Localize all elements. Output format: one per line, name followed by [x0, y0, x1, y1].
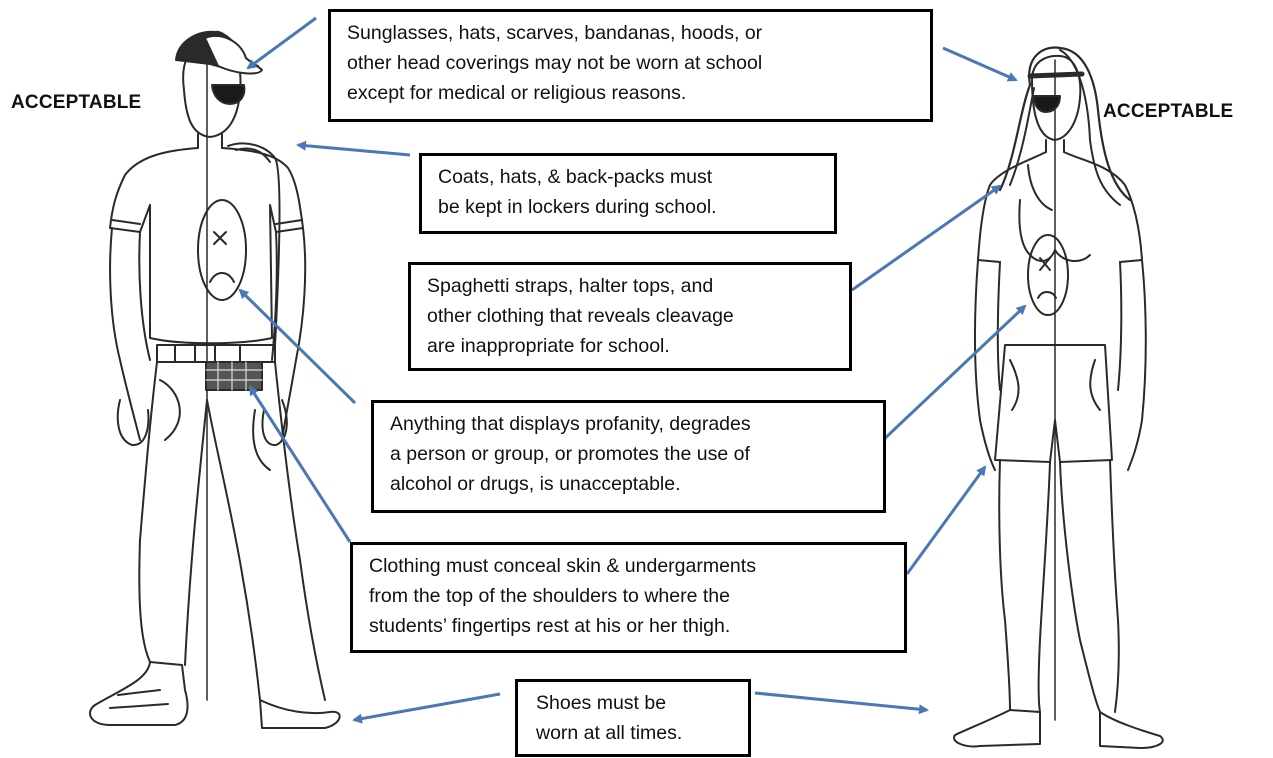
rule-conceal-line-1: Clothing must conceal skin & undergarments [369, 555, 756, 577]
rule-headwear-line-3: except for medical or religious reasons. [347, 82, 687, 104]
rule-headwear-line-1: Sunglasses, hats, scarves, bandanas, hoods, or [347, 22, 763, 44]
rule-box-lockers [419, 153, 837, 234]
rule-conceal-line-3: students’ fingertips rest at his or her thigh. [369, 615, 731, 637]
rule-box-shoes [515, 679, 751, 757]
rule-profanity-line-2: a person or group, or promotes the use of [390, 443, 750, 465]
arrow-headwear-right [943, 48, 1016, 80]
rule-profanity-line-1: Anything that displays profanity, degrades [390, 413, 751, 435]
arrow-conceal-left [250, 387, 350, 542]
female-student-figure [954, 47, 1163, 748]
arrow-shoes-right [755, 693, 927, 710]
male-student-figure [90, 32, 340, 728]
arrow-shoes-left [354, 694, 500, 720]
arrow-lockers [298, 145, 410, 155]
rule-shoes-line-1: Shoes must be [536, 692, 667, 714]
rule-headwear-line-2: other head coverings may not be worn at school [347, 52, 763, 74]
rule-box-conceal [350, 542, 907, 653]
rule-conceal-line-2: from the top of the shoulders to where the [369, 585, 730, 607]
rule-straps-line-3: are inappropriate for school. [427, 335, 670, 357]
arrow-headwear-left [248, 18, 316, 68]
rule-box-profanity [371, 400, 886, 513]
rule-shoes-line-2: worn at all times. [536, 722, 683, 744]
rule-lockers-line-1: Coats, hats, & back-packs must [438, 166, 713, 188]
rule-box-straps [408, 262, 852, 371]
rule-box-headwear [328, 9, 933, 122]
arrow-conceal-right [907, 467, 985, 574]
acceptable-label-right: ACCEPTABLE [1103, 101, 1234, 122]
rule-straps-line-1: Spaghetti straps, halter tops, and [427, 275, 714, 297]
rule-lockers-line-2: be kept in lockers during school. [438, 196, 717, 218]
acceptable-label-left: ACCEPTABLE [11, 92, 142, 113]
rule-straps-line-2: other clothing that reveals cleavage [427, 305, 734, 327]
rule-profanity-line-3: alcohol or drugs, is unacceptable. [390, 473, 681, 495]
